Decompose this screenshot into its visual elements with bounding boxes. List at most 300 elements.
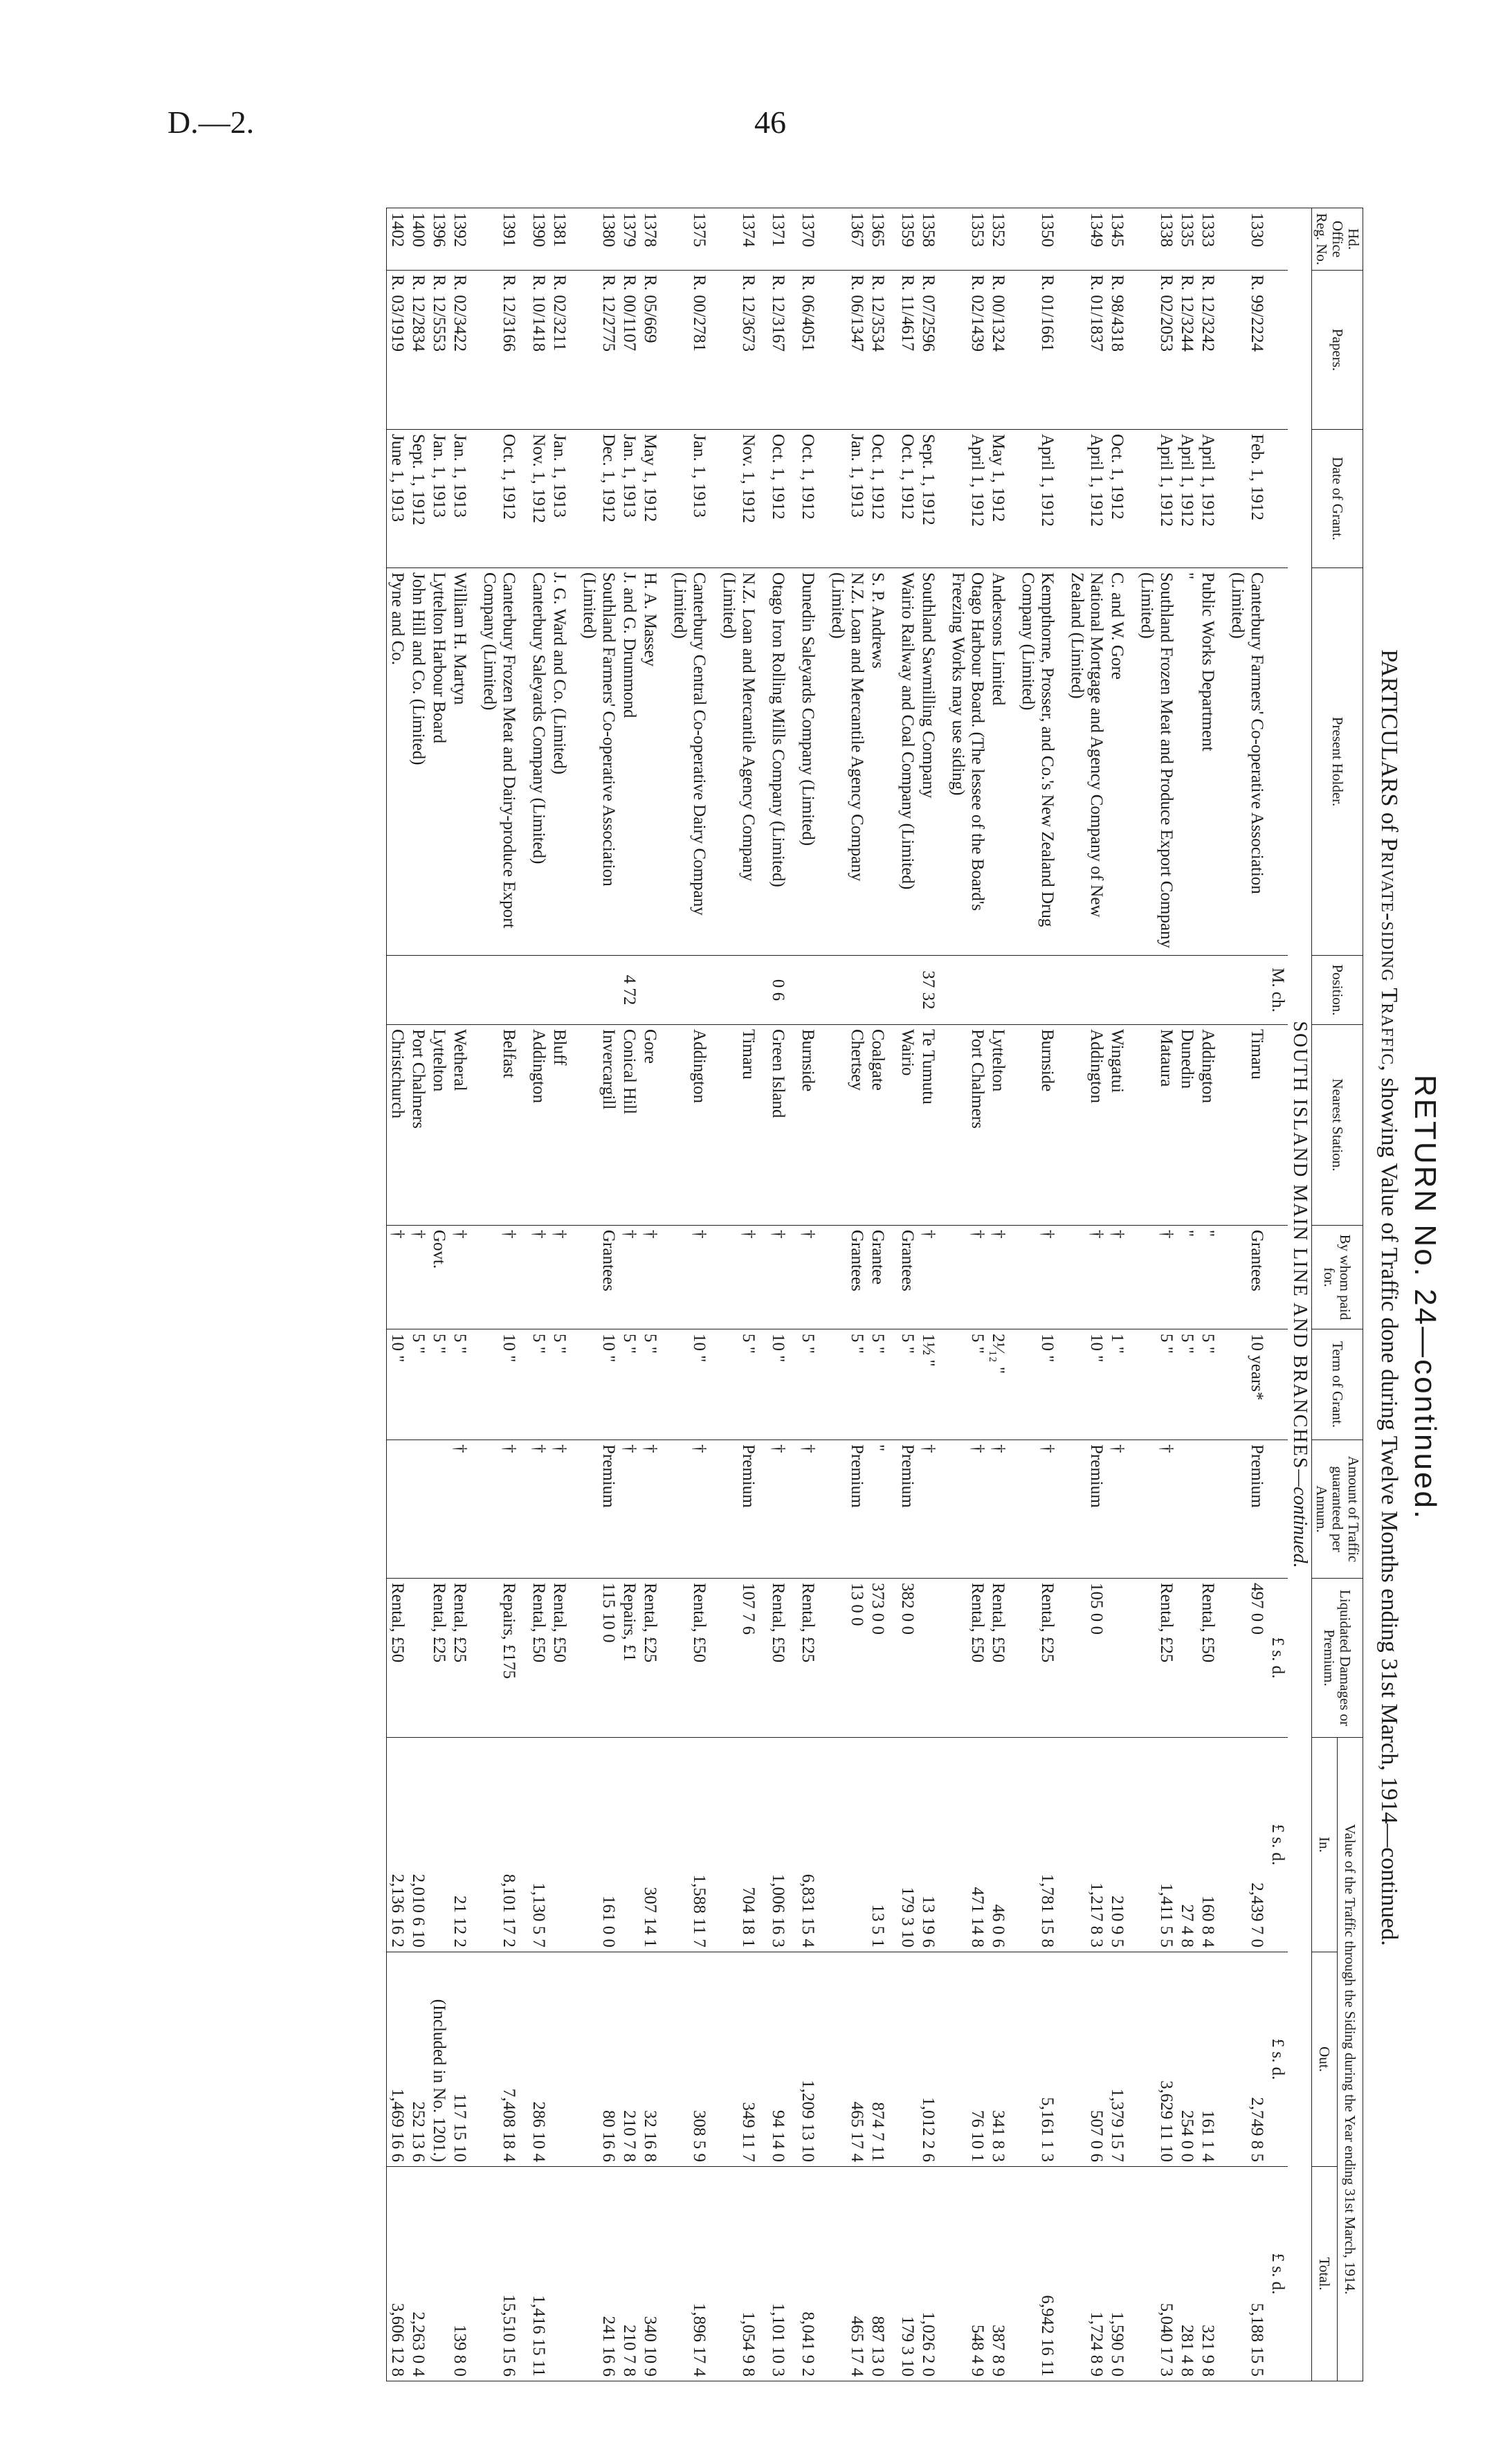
cell-station: Invercargill: [579, 1025, 619, 1226]
cell-amount: †: [797, 1440, 827, 1579]
table-row: [428, 208, 449, 2381]
cell-term: 10 ": [767, 1329, 797, 1440]
cell-station: Wingatui: [1106, 1025, 1136, 1226]
cell-out: 210 7 8: [619, 1952, 639, 2167]
cell-paid: Grantees: [1227, 1226, 1267, 1329]
cell-in: 1,588 11 7: [669, 1738, 718, 1952]
cell-paid: †: [408, 1226, 428, 1329]
cell-amount: †: [1106, 1440, 1136, 1579]
cell-term: 5 ": [867, 1329, 897, 1440]
cell-holder: Public Works Department: [1197, 568, 1227, 956]
cell-reg: 1338: [1136, 208, 1176, 271]
cell-damages: 373 0 0: [867, 1579, 897, 1738]
cell-amount: †: [669, 1440, 718, 1579]
cell-damages: [1176, 1579, 1197, 1738]
cell-station: Burnside: [797, 1025, 827, 1226]
cell-in: [619, 1738, 639, 1952]
table-row: [947, 208, 987, 2381]
cell-out: 1,469 16 6: [387, 1952, 408, 2167]
cell-station: Addington: [1197, 1025, 1227, 1226]
cell-paid: †: [387, 1226, 408, 1329]
cell-holder: Kempthorne, Prosser, and Co.'s New Zealand Drug Company (Limited): [1017, 568, 1066, 956]
cell-damages: Rental, £50: [767, 1579, 797, 1738]
cell-holder: William H. Martyn: [449, 568, 479, 956]
cell-holder: N.Z. Loan and Mercantile Agency Company (Limited): [827, 568, 867, 956]
cell-term: 5 ": [428, 1329, 449, 1440]
subtitle-prefix: PARTICULARS of: [1376, 649, 1402, 833]
in-unit: £ s. d.: [1267, 1738, 1288, 1952]
col-paid: By whom paid for.: [1311, 1226, 1363, 1329]
cell-reg: 1379: [619, 208, 639, 271]
cell-out: 349 11 7: [718, 1952, 767, 2167]
cell-in: [827, 1738, 867, 1952]
cell-position: [479, 956, 528, 1025]
cell-in: 27 4 8: [1176, 1738, 1197, 1952]
cell-station: Addington: [528, 1025, 549, 1226]
cell-amount: Premium: [718, 1440, 767, 1579]
table-row: [1197, 208, 1227, 2381]
cell-holder: J. and G. Drummond: [619, 568, 639, 956]
cell-holder: Otago Iron Rolling Mills Company (Limited): [767, 568, 797, 956]
cell-in: 307 14 1: [639, 1738, 669, 1952]
cell-amount: †: [619, 1440, 639, 1579]
cell-position: [669, 956, 718, 1025]
cell-term: 10 ": [1066, 1329, 1106, 1440]
table-row: [669, 208, 718, 2381]
cell-paid: ": [1176, 1226, 1197, 1329]
damages-unit: £ s. d.: [1267, 1579, 1288, 1738]
cell-date: Oct. 1, 1912: [897, 430, 918, 568]
cell-in: 471 14 8: [947, 1738, 987, 1952]
cell-position: [579, 956, 619, 1025]
cell-papers: R. 12/3166: [479, 271, 528, 430]
cell-in: 8,101 17 2: [479, 1738, 528, 1952]
table-row: [867, 208, 897, 2381]
cell-out: 80 16 6: [579, 1952, 619, 2167]
return-title: RETURN No. 24—continued.: [1408, 1074, 1442, 1521]
cell-term: 1 ": [1106, 1329, 1136, 1440]
cell-term: 10 ": [669, 1329, 718, 1440]
table-row: [1227, 208, 1267, 2381]
cell-papers: R. 00/1324: [987, 271, 1017, 430]
cell-damages: Rental, £50: [947, 1579, 987, 1738]
cell-papers: R. 01/1837: [1066, 271, 1106, 430]
cell-holder: National Mortgage and Agency Company of New Zealand (Limited): [1066, 568, 1106, 956]
cell-in: 1,411 5 5: [1136, 1738, 1176, 1952]
cell-term: 10 ": [479, 1329, 528, 1440]
cell-in: 2,136 16 2: [387, 1738, 408, 1952]
cell-total: 1,896 17 4: [669, 2167, 718, 2381]
cell-total: 1,054 9 8: [718, 2167, 767, 2381]
cell-holder: Canterbury Saleyards Company (Limited): [528, 568, 549, 956]
cell-papers: R. 06/1347: [827, 271, 867, 430]
cell-term: 5 ": [549, 1329, 579, 1440]
cell-station: Lyttelton: [428, 1025, 449, 1226]
table-row: [1136, 208, 1176, 2381]
cell-papers: R. 00/1107: [619, 271, 639, 430]
cell-in: 46 0 6: [987, 1738, 1017, 1952]
cell-damages: [408, 1579, 428, 1738]
cell-reg: 1353: [947, 208, 987, 271]
cell-holder: Pyne and Co.: [387, 568, 408, 956]
cell-position: [1197, 956, 1227, 1025]
cell-amount: †: [1017, 1440, 1066, 1579]
cell-reg: 1335: [1176, 208, 1197, 271]
cell-amount: †: [918, 1440, 947, 1579]
cell-paid: †: [987, 1226, 1017, 1329]
cell-position: 37 32: [918, 956, 947, 1025]
cell-damages: Rental, £50: [549, 1579, 579, 1738]
cell-total: 5,040 17 3: [1136, 2167, 1176, 2381]
cell-amount: ": [867, 1440, 897, 1579]
table-row: [619, 208, 639, 2381]
col-holder: Present Holder.: [1311, 568, 1363, 956]
col-in: In.: [1311, 1738, 1337, 1952]
cell-paid: †: [718, 1226, 767, 1329]
cell-papers: R. 12/3673: [718, 271, 767, 430]
cell-papers: R. 12/5553: [428, 271, 449, 430]
cell-damages: Rental, £50: [669, 1579, 718, 1738]
cell-damages: Repairs, £1: [619, 1579, 639, 1738]
cell-out: 5,161 1 3: [1017, 1952, 1066, 2167]
cell-amount: †: [987, 1440, 1017, 1579]
page-number: 46: [754, 105, 786, 140]
cell-amount: [408, 1440, 428, 1579]
table-row: [718, 208, 767, 2381]
cell-position: [1106, 956, 1136, 1025]
cell-reg: 1391: [479, 208, 528, 271]
cell-paid: †: [1136, 1226, 1176, 1329]
cell-holder: Otago Harbour Board. (The lessee of the Board's Freezing Works may use siding): [947, 568, 987, 956]
cell-total: 5,188 15 5: [1227, 2167, 1267, 2381]
cell-station: Addington: [1066, 1025, 1106, 1226]
cell-reg: 1359: [897, 208, 918, 271]
cell-amount: Premium: [1227, 1440, 1267, 1579]
cell-papers: R. 05/669: [639, 271, 669, 430]
cell-date: Jan. 1, 1913: [428, 430, 449, 568]
cell-total: 6,942 16 11: [1017, 2167, 1066, 2381]
cell-date: Dec. 1, 1912: [579, 430, 619, 568]
cell-papers: R. 02/3211: [549, 271, 579, 430]
cell-station: Wetheral: [449, 1025, 479, 1226]
return-subtitle: [1376, 208, 1402, 2388]
cell-paid: Grantees: [579, 1226, 619, 1329]
cell-term: 5 ": [827, 1329, 867, 1440]
cell-date: Oct. 1, 1912: [479, 430, 528, 568]
cell-damages: 13 0 0: [827, 1579, 867, 1738]
cell-amount: †: [528, 1440, 549, 1579]
cell-date: April 1, 1912: [947, 430, 987, 568]
cell-papers: R. 02/2053: [1136, 271, 1176, 430]
cell-date: Nov. 1, 1912: [528, 430, 549, 568]
table-row: [479, 208, 528, 2381]
col-total: Total.: [1311, 2167, 1337, 2381]
cell-papers: R. 98/4318: [1106, 271, 1136, 430]
cell-station: Port Chalmers: [408, 1025, 428, 1226]
cell-station: Conical Hill: [619, 1025, 639, 1226]
cell-total: 179 3 10: [897, 2167, 918, 2381]
cell-term: 10 ": [1017, 1329, 1066, 1440]
cell-damages: Rental, £50: [528, 1579, 549, 1738]
table-body: [387, 208, 1311, 2381]
cell-amount: Premium: [1066, 1440, 1106, 1579]
cell-amount: [1176, 1440, 1197, 1579]
col-position: Position.: [1311, 956, 1363, 1025]
cell-term: 5 ": [718, 1329, 767, 1440]
cell-amount: [387, 1440, 408, 1579]
cell-position: [408, 956, 428, 1025]
cell-date: Jan. 1, 1913: [449, 430, 479, 568]
cell-station: Burnside: [1017, 1025, 1066, 1226]
cell-date: Sept. 1, 1912: [408, 430, 428, 568]
cell-in: 6,831 15 4: [797, 1738, 827, 1952]
table-row: [767, 208, 797, 2381]
col-out: Out.: [1311, 1952, 1337, 2167]
cell-out: 286 10 4: [528, 1952, 549, 2167]
cell-in: [549, 1738, 579, 1952]
table-row: [918, 208, 947, 2381]
cell-term: 5 ": [897, 1329, 918, 1440]
cell-position: [867, 956, 897, 1025]
cell-in: 1,130 5 7: [528, 1738, 549, 1952]
cell-term: 5 ": [528, 1329, 549, 1440]
cell-holder: Canterbury Farmers' Co-operative Association (Limited): [1227, 568, 1267, 956]
table-row: [987, 208, 1017, 2381]
cell-holder: Andersons Limited: [987, 568, 1017, 956]
cell-total: 548 4 9: [947, 2167, 987, 2381]
cell-paid: †: [767, 1226, 797, 1329]
cell-position: [947, 956, 987, 1025]
section-name: SOUTH ISLAND MAIN LINE AND BRANCHES: [1288, 1021, 1311, 1470]
cell-holder: Southland Frozen Meat and Produce Export Company (Limited): [1136, 568, 1176, 956]
position-unit: M. ch.: [1267, 956, 1288, 1025]
cell-reg: 1370: [797, 208, 827, 271]
cell-position: [827, 956, 867, 1025]
cell-out: 507 0 6: [1066, 1952, 1106, 2167]
cell-damages: Rental, £50: [1197, 1579, 1227, 1738]
out-unit: £ s. d.: [1267, 1952, 1288, 2167]
cell-paid: †: [918, 1226, 947, 1329]
cell-term: 10 years*: [1227, 1329, 1267, 1440]
cell-total: 15,510 15 6: [479, 2167, 528, 2381]
cell-out: 161 1 4: [1197, 1952, 1227, 2167]
cell-position: [528, 956, 549, 1025]
cell-damages: Repairs, £175: [479, 1579, 528, 1738]
cell-date: April 1, 1912: [1197, 430, 1227, 568]
cell-paid: †: [549, 1226, 579, 1329]
table-row: [1176, 208, 1197, 2381]
cell-papers: R. 02/3422: [449, 271, 479, 430]
cell-date: Jan. 1, 1913: [827, 430, 867, 568]
cell-papers: R. 00/2781: [669, 271, 718, 430]
cell-paid: †: [947, 1226, 987, 1329]
table-row: [387, 208, 408, 2381]
cell-station: Coalgate: [867, 1025, 897, 1226]
cell-damages: Rental, £50: [387, 1579, 408, 1738]
cell-date: Sept. 1, 1912: [918, 430, 947, 568]
cell-total: 210 7 8: [619, 2167, 639, 2381]
cell-station: Te Tumutu: [918, 1025, 947, 1226]
col-station: Nearest Station.: [1311, 1025, 1363, 1226]
cell-total: 241 16 6: [579, 2167, 619, 2381]
cell-date: Oct. 1, 1912: [1106, 430, 1136, 568]
cell-amount: †: [449, 1440, 479, 1579]
cell-term: 10 ": [579, 1329, 619, 1440]
cell-total: 340 10 9: [639, 2167, 669, 2381]
cell-reg: 1350: [1017, 208, 1066, 271]
cell-station: Timaru: [718, 1025, 767, 1226]
cell-papers: R. 07/2596: [918, 271, 947, 430]
cell-damages: Rental, £25: [449, 1579, 479, 1738]
cell-in: 1,217 8 3: [1066, 1738, 1106, 1952]
cell-reg: 1333: [1197, 208, 1227, 271]
cell-papers: R. 06/4051: [797, 271, 827, 430]
cell-holder: S. P. Andrews: [867, 568, 897, 956]
traffic-table: [386, 208, 1363, 2381]
cell-paid: †: [1017, 1226, 1066, 1329]
table-row: [549, 208, 579, 2381]
cell-term: 1½ ": [918, 1329, 947, 1440]
cell-total: 1,590 5 0: [1106, 2167, 1136, 2381]
table-row: [1017, 208, 1066, 2381]
section-suffix: —continued.: [1288, 1469, 1311, 1568]
cell-position: [718, 956, 767, 1025]
cell-papers: R. 03/1919: [387, 271, 408, 430]
cell-total: 1,026 2 0: [918, 2167, 947, 2381]
cell-position: [449, 956, 479, 1025]
cell-papers: R. 12/3242: [1197, 271, 1227, 430]
cell-holder: ": [1176, 568, 1197, 956]
cell-amount: †: [639, 1440, 669, 1579]
cell-date: April 1, 1912: [1066, 430, 1106, 568]
cell-out: 308 5 9: [669, 1952, 718, 2167]
cell-reg: 1345: [1106, 208, 1136, 271]
cell-reg: 1371: [767, 208, 797, 271]
col-value-group: Value of the Traffic through the Siding during the Year ending 31st March, 1914.: [1337, 1738, 1363, 2381]
cell-paid: †: [1106, 1226, 1136, 1329]
cell-paid: Grantee: [867, 1226, 897, 1329]
cell-damages: 497 0 0: [1227, 1579, 1267, 1738]
cell-out: 341 8 3: [987, 1952, 1017, 2167]
cell-position: [1227, 956, 1267, 1025]
section-heading: [1288, 208, 1311, 2381]
cell-amount: [428, 1440, 449, 1579]
cell-paid: †: [528, 1226, 549, 1329]
cell-reg: 1330: [1227, 208, 1267, 271]
cell-damages: Rental, £25: [797, 1579, 827, 1738]
col-reg: Hd. Office Reg. No.: [1311, 208, 1363, 271]
cell-in: 704 18 1: [718, 1738, 767, 1952]
table-row: [449, 208, 479, 2381]
cell-holder: Lyttelton Harbour Board: [428, 568, 449, 956]
cell-term: 5 ": [947, 1329, 987, 1440]
cell-date: April 1, 1912: [1017, 430, 1066, 568]
page-reference: D.—2.: [167, 105, 255, 140]
cell-out: 76 10 1: [947, 1952, 987, 2167]
cell-position: 0 6: [767, 956, 797, 1025]
cell-term: 5 ": [449, 1329, 479, 1440]
cell-date: April 1, 1912: [1136, 430, 1176, 568]
col-papers: Papers.: [1311, 271, 1363, 430]
cell-out: 117 15 10: [449, 1952, 479, 2167]
cell-damages: Rental, £25: [1136, 1579, 1176, 1738]
cell-station: Wairio: [897, 1025, 918, 1226]
cell-date: June 1, 1913: [387, 430, 408, 568]
cell-damages: Rental, £50: [987, 1579, 1017, 1738]
cell-holder: H. A. Massey: [639, 568, 669, 956]
cell-total: 1,416 15 11: [528, 2167, 549, 2381]
cell-in: 1,006 16 3: [767, 1738, 797, 1952]
cell-papers: R. 12/3534: [867, 271, 897, 430]
cell-amount: †: [767, 1440, 797, 1579]
cell-out: 1,209 13 10: [797, 1952, 827, 2167]
cell-position: [387, 956, 408, 1025]
cell-out: 2,749 8 5: [1227, 1952, 1267, 2167]
cell-term: 5 ": [639, 1329, 669, 1440]
cell-total: 281 4 8: [1176, 2167, 1197, 2381]
cell-papers: R. 12/3167: [767, 271, 797, 430]
cell-in: 21 12 2: [449, 1738, 479, 1952]
cell-amount: †: [1136, 1440, 1176, 1579]
cell-paid: Grantees: [827, 1226, 867, 1329]
cell-term: 5 ": [1176, 1329, 1197, 1440]
cell-paid: †: [619, 1226, 639, 1329]
cell-station: Belfast: [479, 1025, 528, 1226]
cell-papers: R. 12/2775: [579, 271, 619, 430]
cell-reg: 1349: [1066, 208, 1106, 271]
cell-damages: 115 10 0: [579, 1579, 619, 1738]
header-row-1: [1337, 208, 1363, 2381]
units-row: [1267, 208, 1288, 2381]
cell-papers: R. 12/3244: [1176, 271, 1197, 430]
cell-station: Mataura: [1136, 1025, 1176, 1226]
cell-papers: R. 99/2224: [1227, 271, 1267, 430]
cell-station: Dunedin: [1176, 1025, 1197, 1226]
cell-in: 160 8 4: [1197, 1738, 1227, 1952]
cell-total: 2,263 0 4: [408, 2167, 428, 2381]
cell-holder: J. G. Ward and Co. (Limited): [549, 568, 579, 956]
cell-amount: Premium: [827, 1440, 867, 1579]
cell-total: 465 17 4: [827, 2167, 867, 2381]
cell-date: Jan. 1, 1913: [669, 430, 718, 568]
rotated-table-region: [187, 208, 1446, 2388]
table-row: [797, 208, 827, 2381]
table-row: [408, 208, 428, 2381]
table-row: [827, 208, 867, 2381]
cell-date: Oct. 1, 1912: [767, 430, 797, 568]
cell-papers: R. 01/1661: [1017, 271, 1066, 430]
table-row: [1106, 208, 1136, 2381]
cell-total: 321 9 8: [1197, 2167, 1227, 2381]
cell-in: 179 3 10: [897, 1738, 918, 1952]
cell-paid: †: [669, 1226, 718, 1329]
cell-reg: 1378: [639, 208, 669, 271]
cell-amount: †: [549, 1440, 579, 1579]
cell-station: Bluff: [549, 1025, 579, 1226]
cell-reg: 1380: [579, 208, 619, 271]
cell-reg: 1381: [549, 208, 579, 271]
subtitle-small-caps: Private-siding Traffic,: [1376, 837, 1402, 1072]
cell-station: Christchurch: [387, 1025, 408, 1226]
cell-total: [428, 2167, 449, 2381]
cell-paid: Grantees: [897, 1226, 918, 1329]
cell-paid: †: [639, 1226, 669, 1329]
cell-reg: 1365: [867, 208, 897, 271]
cell-paid: †: [797, 1226, 827, 1329]
cell-holder: Dunedin Saleyards Company (Limited): [797, 568, 827, 956]
cell-position: [897, 956, 918, 1025]
cell-reg: 1392: [449, 208, 479, 271]
